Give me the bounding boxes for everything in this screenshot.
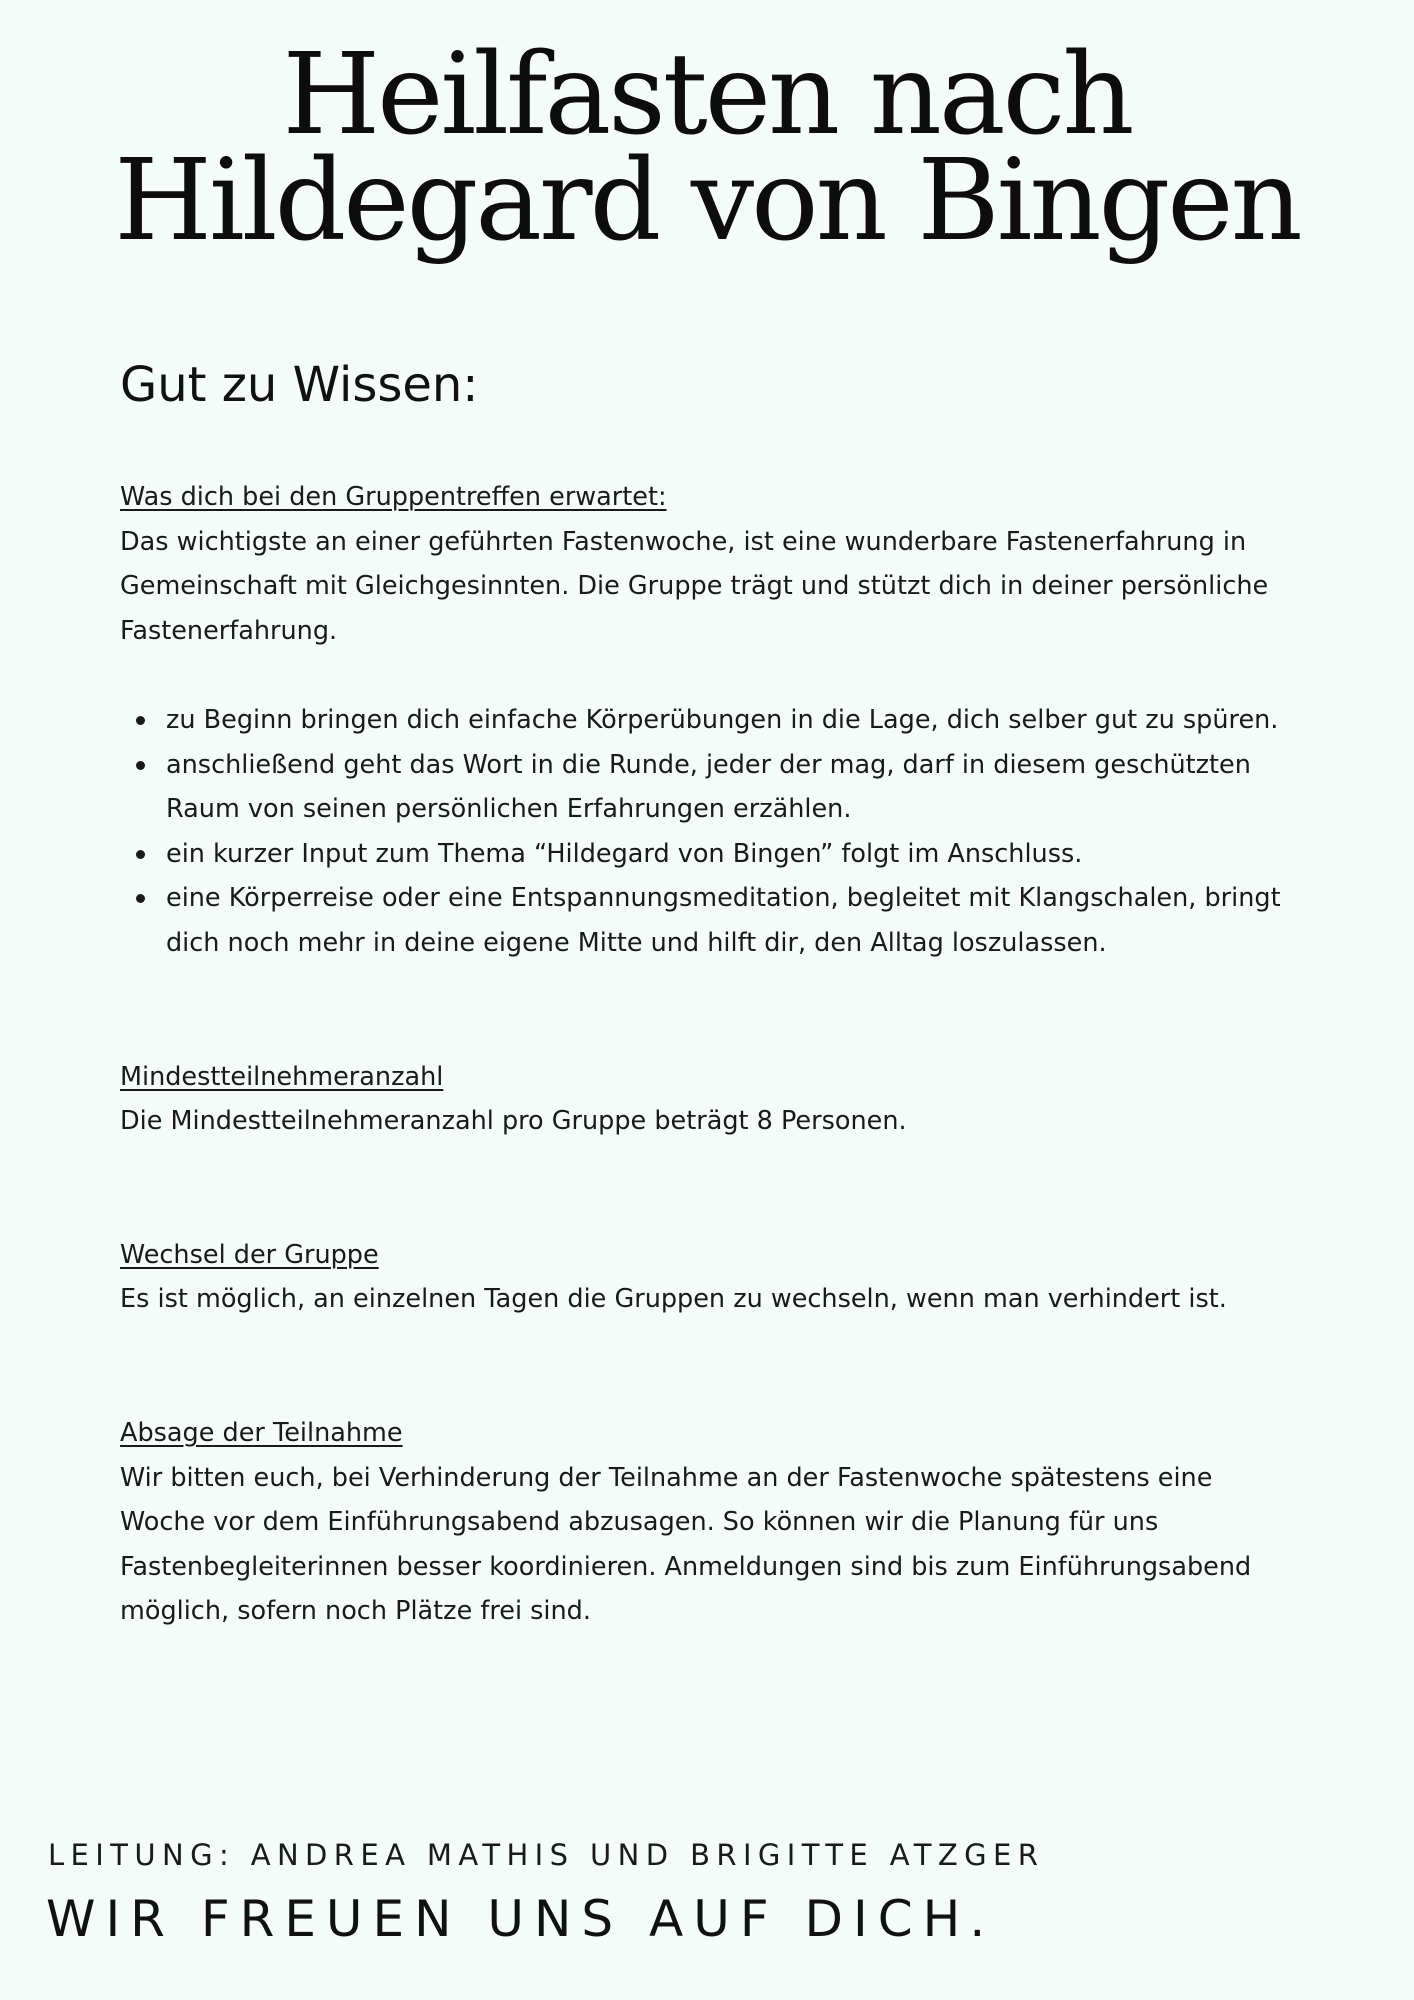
section-change — [120, 1233, 1300, 1322]
page-title-line-2: Hildegard von Bingen — [114, 136, 1300, 266]
list-item-text: zu Beginn bringen dich einfache Körperübungen in die Lage, dich selber gut zu spüren. — [166, 704, 1279, 735]
section-meetings — [120, 475, 1300, 966]
minimum-text: Die Mindestteilnehmeranzahl pro Gruppe beträgt 8 Personen. — [120, 1106, 907, 1137]
footer-leadership: LEITUNG: ANDREA MATHIS UND BRIGITTE ATZGER — [48, 1838, 1045, 1872]
spacer — [120, 1144, 1300, 1233]
section-title: Gut zu Wissen: — [120, 357, 479, 413]
bullet-icon — [136, 761, 145, 770]
spacer — [120, 966, 1300, 1055]
bullet-icon — [136, 850, 145, 859]
info-content — [120, 475, 1300, 1634]
list-item — [166, 698, 1300, 743]
list-item — [166, 743, 1300, 832]
bullet-icon — [136, 716, 145, 725]
page-title-line-1: Heilfasten nach — [282, 30, 1132, 160]
cancel-heading: Absage der Teilnahme — [120, 1417, 403, 1448]
bullet-icon — [136, 894, 145, 903]
list-item-text: anschließend geht das Wort in die Runde, jeder der mag, darf in diesem geschützten Raum von seinen persönlichen Erfahrungen erzählen. — [166, 749, 1251, 825]
list-item-text: eine Körperreise oder eine Entspannungsmeditation, begleitet mit Klangschalen, bringt dich noch mehr in deine eigene Mitte und hilft dir, den Alltag loszulassen. — [166, 883, 1281, 958]
list-item — [166, 832, 1300, 877]
minimum-heading: Mindestteilnehmeranzahl — [120, 1061, 444, 1092]
list-item-text: ein kurzer Input zum Thema “Hildegard von Bingen” folgt im Anschluss. — [166, 838, 1083, 869]
section-cancel — [120, 1411, 1300, 1634]
page-title — [0, 30, 1414, 266]
cancel-text: Wir bitten euch, bei Verhinderung der Teilnahme an der Fastenwoche spätestens eine Woche vor dem Einführungsabend abzusagen. So können wir die Planung für uns Fastenbegleiterinnen besser koordinieren. Anmeldungen sind bis zum Einführungsabend möglich, sofern noch Plätze frei sind. — [120, 1462, 1252, 1627]
change-text: Es ist möglich, an einzelnen Tagen die Gruppen zu wechseln, wenn man verhindert ist. — [120, 1284, 1227, 1315]
section-minimum — [120, 1055, 1300, 1144]
list-item — [166, 876, 1300, 965]
spacer — [120, 1322, 1300, 1411]
meetings-intro: Das wichtigste an einer geführten Fastenwoche, ist eine wunderbare Fastenerfahrung in Gemeinschaft mit Gleichgesinnten. Die Gruppe trägt und stützt dich in deiner persönliche Fastenerfahrung. — [120, 526, 1269, 646]
meetings-bullet-list — [120, 698, 1300, 966]
change-heading: Wechsel der Gruppe — [120, 1239, 379, 1270]
footer-greeting: WIR FREUEN UNS AUF DICH. — [46, 1890, 996, 1948]
meetings-heading: Was dich bei den Gruppentreffen erwartet: — [120, 482, 667, 512]
